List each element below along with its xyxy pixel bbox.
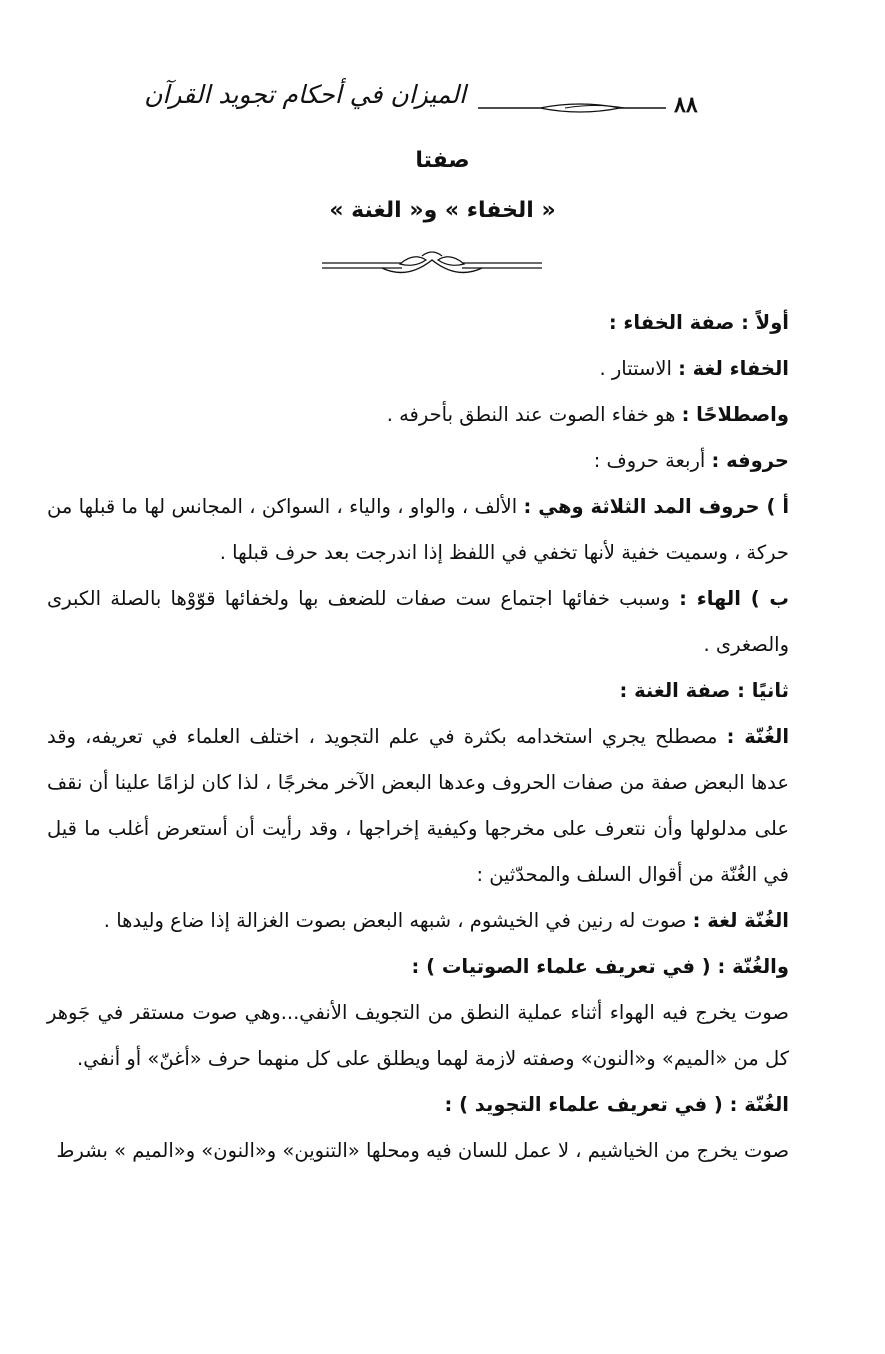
ghunna-lugha: الغُنّة لغة : صوت له رنين في الخيشوم ، شبهه البعض بصوت الغزالة إذا ضاع وليدها . [103,909,789,932]
page-header [118,78,713,128]
heading-khafa: أولاً : صفة الخفاء : [608,311,789,334]
section-title: صفتا [415,148,470,173]
body-text [47,300,789,1174]
divider-ornament [322,250,542,284]
page-number: ٨٨ [674,92,698,118]
running-title: الميزان في أحكام تجويد القرآن [144,80,466,109]
heading-phonetics: والغُنّة : ( في تعريف علماء الصوتيات ) : [411,955,789,978]
heading-tajweed: الغُنّة : ( في تعريف علماء التجويد ) : [444,1093,789,1116]
khafa-lugha: الخفاء لغة : الاستتار . [599,357,789,380]
khafa-huruf: حروفه : أربعة حروف : [593,449,789,472]
heading-ghunna: ثانيًا : صفة الغنة : [619,679,789,702]
header-ornament-rule [470,98,670,118]
ghunna-definition: الغُنّة : مصطلح يجري استخدامه بكثرة في علم التجويد ، اختلف العلماء في تعريفه، وقد عدها البعض صفة من صفات الحروف وعدها البعض الآخر مخرجًا ، لذا كان لزامًا علينا أن نقف على مدلولها وأن نتعرف على مخرجها وكيفية إخراجها ، وقد رأيت أن أستعرض أغلب ما قيل في الغُنّة من أقوال السلف والمحدّثين : [47,725,790,886]
phonetics-definition: صوت يخرج فيه الهواء أثناء عملية النطق من التجويف الأنفي...وهي صوت مستقر في جَوهر كل من «الميم» و«النون» وصفته لازمة لهما ويطلق على كل منهما حرف «أغنّ» أو أنفي. [47,1001,789,1070]
item-haa: ب ) الهاء : وسبب خفائها اجتماع ست صفات للضعف بها ولخفائها قوّوْها بالصلة الكبرى والصغرى . [47,587,789,656]
section-subtitle: « الخفاء » و« الغنة » [329,198,556,223]
tajweed-definition: صوت يخرج من الخياشيم ، لا عمل للسان فيه ومحلها «التنوين» و«النون» و«الميم » بشرط [56,1139,789,1162]
khafa-istilahan: واصطلاحًا : هو خفاء الصوت عند النطق بأحرفه . [386,403,789,426]
item-madd-letters: أ ) حروف المد الثلاثة وهي : الألف ، والواو ، والياء ، السواكن ، المجانس لها ما قبلها من حركة ، وسميت خفية لأنها تخفي في اللفظ إذا اندرجت بعد حرف قبلها . [47,495,790,564]
